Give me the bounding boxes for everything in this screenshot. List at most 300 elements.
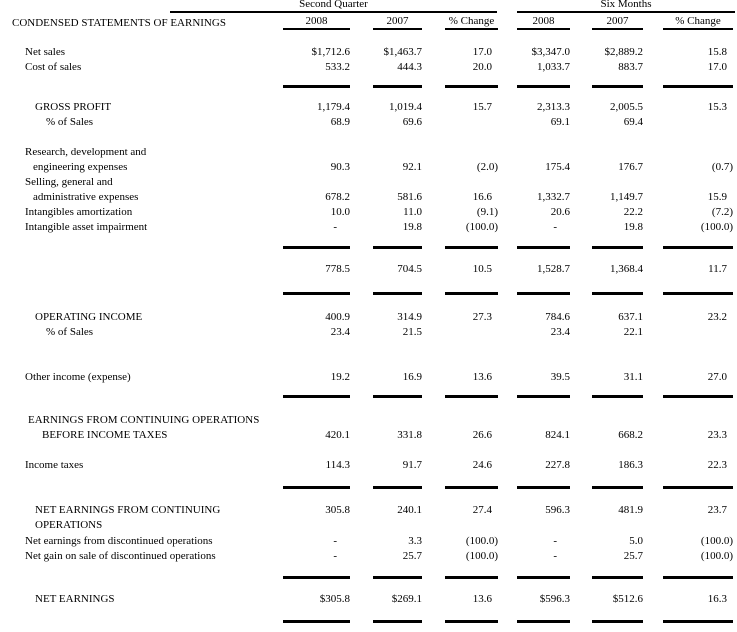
group-gap: [500, 549, 517, 564]
row-label: Research, development and: [25, 146, 147, 158]
cell-value: 240.1: [397, 504, 422, 516]
cell-value: 305.8: [325, 504, 350, 516]
cell-value: 1,368.4: [610, 263, 643, 275]
cell-value: [352, 145, 424, 160]
cell-value: 31.1: [623, 371, 643, 383]
cell-value: 444.3: [397, 61, 422, 73]
rule-cell: [572, 620, 645, 623]
section-rule: [663, 486, 733, 489]
cell-value: 22.2: [623, 206, 643, 218]
cell-value: (100.0): [465, 550, 498, 562]
rule-cell: [517, 395, 572, 398]
group-gap: [500, 534, 517, 549]
section-rule: [283, 246, 350, 249]
cell-value: 176.7: [618, 161, 643, 173]
cell-value: 19.2: [330, 371, 350, 383]
cell-value: (100.0): [700, 535, 733, 547]
group-gap: [500, 576, 517, 579]
cell-value: 68.9: [330, 116, 350, 128]
table-row: [0, 413, 735, 428]
row-label: Intangibles amortization: [25, 206, 133, 218]
second-quarter-group-wrap: [0, 0, 500, 13]
group-label: Six Months: [600, 0, 652, 10]
cell-value: 23.2: [707, 311, 727, 323]
section-rule: [663, 576, 733, 579]
table-row: [0, 160, 735, 175]
row-label: Net earnings from discontinued operations: [25, 535, 213, 547]
table-row: [0, 370, 735, 385]
cell-value: 1,019.4: [389, 101, 422, 113]
section-rule: [445, 85, 498, 88]
column-header-q2-2007: 2007: [352, 14, 424, 30]
cell-value: 22.1: [623, 326, 643, 338]
row-label: % of Sales: [46, 116, 94, 128]
cell-value: 23.4: [330, 326, 350, 338]
group-gap: [500, 395, 517, 398]
column-header-6m-2007: 2007: [572, 14, 645, 30]
section-rule: [373, 292, 422, 295]
cell-value: 69.1: [550, 116, 570, 128]
group-gap: [500, 145, 517, 160]
cell-value: 13.6: [472, 593, 492, 605]
section-rule-row: [0, 235, 735, 262]
cell-value: 25.7: [402, 550, 422, 562]
cell-value: 39.5: [550, 371, 570, 383]
row-label: Cost of sales: [25, 61, 82, 73]
cell-value: $1,712.6: [311, 46, 350, 58]
rule-cell: [645, 486, 735, 489]
rule-cell: [352, 85, 424, 88]
cell-value: 22.3: [707, 459, 727, 471]
cell-value: (9.1): [476, 206, 498, 218]
cell-value: 15.9: [707, 191, 727, 203]
cell-value: [268, 413, 352, 428]
cell-value: [424, 115, 500, 130]
cell-value: [572, 145, 645, 160]
cell-value: $305.8: [319, 593, 350, 605]
rule-cell: [424, 486, 500, 489]
rule-cell: [645, 395, 735, 398]
cell-value: 314.9: [397, 311, 422, 323]
cell-value: 2,005.5: [610, 101, 643, 113]
group-gap: [500, 620, 517, 623]
rule-cell: [572, 486, 645, 489]
section-rule: [663, 292, 733, 295]
spacer-row: [0, 443, 735, 458]
group-gap: [500, 413, 517, 428]
rule-cell: [517, 576, 572, 579]
row-label: OPERATING INCOME: [35, 311, 143, 323]
cell-value: -: [333, 221, 337, 233]
section-rule: [517, 576, 570, 579]
rule-cell: [352, 486, 424, 489]
section-rule: [445, 620, 498, 623]
cell-value: 824.1: [545, 429, 570, 441]
row-label: % of Sales: [46, 326, 94, 338]
section-rule: [283, 486, 350, 489]
cell-value: 331.8: [397, 429, 422, 441]
section-rule: [592, 292, 643, 295]
cell-value: 175.4: [545, 161, 570, 173]
group-gap: [500, 310, 517, 325]
cell-value: $2,889.2: [604, 46, 643, 58]
cell-value: 21.5: [402, 326, 422, 338]
table-row: [0, 458, 735, 473]
table-row: [0, 115, 735, 130]
cell-value: 15.7: [472, 101, 492, 113]
rule-row-label-spacer: [0, 395, 268, 398]
rule-cell: [424, 85, 500, 88]
section-rule: [445, 576, 498, 579]
table-row: [0, 534, 735, 549]
rule-cell: [645, 246, 735, 249]
section-rule: [592, 620, 643, 623]
section-rule: [373, 486, 422, 489]
rule-cell: [645, 292, 735, 295]
rule-cell: [645, 85, 735, 88]
cell-value: 23.3: [707, 429, 727, 441]
rule-cell: [424, 292, 500, 295]
row-label: GROSS PROFIT: [35, 101, 112, 113]
group-gap: [500, 458, 517, 473]
section-rule: [592, 395, 643, 398]
cell-value: 668.2: [618, 429, 643, 441]
row-label: administrative expenses: [33, 191, 139, 203]
cell-value: 420.1: [325, 429, 350, 441]
rule-cell: [268, 292, 352, 295]
cell-value: [517, 413, 572, 428]
cell-value: 23.7: [707, 504, 727, 516]
cell-value: 883.7: [618, 61, 643, 73]
section-rule: [592, 486, 643, 489]
row-label: EARNINGS FROM CONTINUING OPERATIONS: [28, 414, 260, 426]
group-gap: [500, 100, 517, 115]
rule-cell: [517, 85, 572, 88]
cell-value: [352, 413, 424, 428]
table-row: [0, 549, 735, 564]
table-row: [0, 220, 735, 235]
cell-value: 91.7: [402, 459, 422, 471]
cell-value: 24.6: [472, 459, 492, 471]
cell-value: 581.6: [397, 191, 422, 203]
section-rule: [445, 395, 498, 398]
section-rule-row: [0, 473, 735, 503]
rule-cell: [645, 576, 735, 579]
cell-value: 11.0: [403, 206, 422, 218]
cell-value: 69.4: [623, 116, 643, 128]
row-label: NET EARNINGS: [35, 593, 115, 605]
section-rule: [373, 246, 422, 249]
table-row: [0, 310, 735, 325]
section-rule: [517, 292, 570, 295]
cell-value: 13.6: [472, 371, 492, 383]
cell-value: [645, 115, 735, 130]
cell-value: (0.7): [711, 161, 733, 173]
table-row: [0, 145, 735, 160]
row-label: Intangible asset impairment: [25, 221, 148, 233]
cell-value: 186.3: [618, 459, 643, 471]
row-label: [0, 262, 268, 277]
rule-cell: [517, 620, 572, 623]
table-row: [0, 262, 735, 277]
table-body: [0, 30, 735, 629]
rule-cell: [268, 486, 352, 489]
column-header-6m-pct-change: % Change: [645, 14, 735, 30]
cell-value: 637.1: [618, 311, 643, 323]
group-gap: [500, 592, 517, 607]
cell-value: [517, 175, 572, 190]
rule-cell: [517, 246, 572, 249]
cell-value: 23.4: [550, 326, 570, 338]
cell-value: 1,179.4: [317, 101, 350, 113]
cell-value: [572, 175, 645, 190]
section-rule-row: [0, 75, 735, 100]
group-gap: [500, 115, 517, 130]
rule-row-label-spacer: [0, 85, 268, 88]
group-header-row: [0, 0, 735, 13]
section-rule: [663, 395, 733, 398]
spacer-row: [0, 518, 735, 534]
group-gap: [500, 486, 517, 489]
section-rule-row: [0, 564, 735, 592]
section-rule: [445, 246, 498, 249]
cell-value: -: [553, 535, 557, 547]
cell-value: (100.0): [465, 221, 498, 233]
group-gap: [500, 262, 517, 277]
rule-row-label-spacer: [0, 620, 268, 623]
table-row: [0, 592, 735, 607]
cell-value: 90.3: [330, 161, 350, 173]
cell-value: 678.2: [325, 191, 350, 203]
cell-value: [424, 325, 500, 340]
cell-value: $1,463.7: [383, 46, 422, 58]
rule-cell: [572, 576, 645, 579]
rule-cell: [645, 620, 735, 623]
group-gap: [500, 175, 517, 190]
cell-value: $512.6: [612, 593, 643, 605]
rule-cell: [517, 486, 572, 489]
table-row: [0, 100, 735, 115]
spacer-row: [0, 30, 735, 45]
cell-value: 114.3: [325, 459, 350, 471]
cell-value: 16.9: [402, 371, 422, 383]
section-rule: [373, 576, 422, 579]
section-rule: [283, 85, 350, 88]
group-gap: [500, 292, 517, 295]
cell-value: [268, 145, 352, 160]
cell-value: $269.1: [391, 593, 422, 605]
section-rule: [517, 620, 570, 623]
cell-value: (100.0): [465, 535, 498, 547]
rule-row-label-spacer: [0, 292, 268, 295]
cell-value: 778.5: [325, 263, 350, 275]
column-header-row: [0, 13, 735, 30]
rule-cell: [268, 576, 352, 579]
cell-value: $3,347.0: [531, 46, 570, 58]
cell-value: -: [333, 550, 337, 562]
cell-value: 19.8: [623, 221, 643, 233]
group-gap: [500, 60, 517, 75]
group-label: Second Quarter: [299, 0, 368, 10]
group-gap: [500, 503, 517, 518]
section-rule: [373, 395, 422, 398]
group-gap: [500, 45, 517, 60]
cell-value: [268, 175, 352, 190]
table-row: [0, 503, 735, 531]
cell-value: 69.6: [402, 116, 422, 128]
table-row: [0, 60, 735, 75]
cell-value: [645, 413, 735, 428]
cell-value: 481.9: [618, 504, 643, 516]
cell-value: 16.6: [472, 191, 492, 203]
cell-value: [645, 325, 735, 340]
group-gap: [500, 325, 517, 340]
rule-cell: [268, 85, 352, 88]
cell-value: 227.8: [545, 459, 570, 471]
cell-value: 20.6: [550, 206, 570, 218]
row-label: engineering expenses: [33, 161, 128, 173]
cell-value: -: [553, 550, 557, 562]
spacer-row: [0, 340, 735, 370]
section-rule: [373, 620, 422, 623]
group-gap: [500, 428, 517, 443]
group-gap: [500, 160, 517, 175]
rule-cell: [268, 395, 352, 398]
cell-value: 17.0: [472, 46, 492, 58]
cell-value: 11.7: [708, 263, 727, 275]
cell-value: [572, 413, 645, 428]
row-label: Selling, general and: [25, 176, 113, 188]
cell-value: 92.1: [402, 161, 422, 173]
group-gap: [500, 190, 517, 205]
table-row: [0, 45, 735, 60]
cell-value: 784.6: [545, 311, 570, 323]
section-rule: [517, 395, 570, 398]
cell-value: [424, 175, 500, 190]
cell-value: 3.3: [408, 535, 422, 547]
rule-cell: [424, 620, 500, 623]
spacer-row: [0, 130, 735, 145]
rule-cell: [572, 292, 645, 295]
cell-value: 10.5: [472, 263, 492, 275]
table-row: [0, 325, 735, 340]
section-rule: [445, 292, 498, 295]
cell-value: [424, 413, 500, 428]
cell-value: [645, 145, 735, 160]
rule-cell: [424, 395, 500, 398]
row-label: BEFORE INCOME TAXES: [42, 429, 168, 441]
table-row: [0, 205, 735, 220]
section-rule: [663, 620, 733, 623]
section-rule: [283, 620, 350, 623]
cell-value: 533.2: [325, 61, 350, 73]
table-row: [0, 190, 735, 205]
cell-value: 704.5: [397, 263, 422, 275]
group-gap: [500, 246, 517, 249]
rule-cell: [572, 85, 645, 88]
section-rule: [592, 246, 643, 249]
cell-value: -: [333, 535, 337, 547]
cell-value: 16.3: [707, 593, 727, 605]
cell-value: 1,528.7: [537, 263, 570, 275]
cell-value: $596.3: [539, 593, 570, 605]
cell-value: (7.2): [711, 206, 733, 218]
group-gap: [500, 205, 517, 220]
cell-value: 26.6: [472, 429, 492, 441]
cell-value: [352, 175, 424, 190]
rule-cell: [268, 620, 352, 623]
row-label: Income taxes: [25, 459, 84, 471]
row-label: Net gain on sale of discontinued operations: [25, 550, 216, 562]
rule-cell: [268, 246, 352, 249]
section-rule: [283, 576, 350, 579]
rule-cell: [572, 395, 645, 398]
cell-value: 15.8: [707, 46, 727, 58]
section-rule-row: [0, 277, 735, 310]
section-rule-row: [0, 385, 735, 413]
column-header-q2-pct-change: % Change: [424, 14, 500, 30]
row-label: Net sales: [25, 46, 66, 58]
cell-value: (100.0): [700, 221, 733, 233]
section-rule: [592, 85, 643, 88]
rule-cell: [352, 620, 424, 623]
section-rule: [663, 85, 733, 88]
section-rule: [517, 85, 570, 88]
rule-cell: [352, 292, 424, 295]
row-label: NET EARNINGS FROM CONTINUING OPERATIONS: [35, 504, 221, 531]
cell-value: 25.7: [623, 550, 643, 562]
group-header-second-quarter: [170, 0, 497, 13]
cell-value: [424, 145, 500, 160]
section-rule: [445, 486, 498, 489]
cell-value: 1,033.7: [537, 61, 570, 73]
rule-cell: [424, 576, 500, 579]
rule-cell: [424, 246, 500, 249]
cell-value: 400.9: [325, 311, 350, 323]
cell-value: 27.4: [472, 504, 492, 516]
rule-row-label-spacer: [0, 576, 268, 579]
cell-value: 19.8: [402, 221, 422, 233]
table-row: [0, 175, 735, 190]
table-row: [0, 428, 735, 443]
cell-value: 2,313.3: [537, 101, 570, 113]
rule-cell: [517, 292, 572, 295]
section-rule-row: [0, 607, 735, 629]
group-gap: [500, 85, 517, 88]
cell-value: 17.0: [707, 61, 727, 73]
cell-value: (2.0): [476, 161, 498, 173]
rule-row-label-spacer: [0, 486, 268, 489]
section-rule: [283, 395, 350, 398]
cell-value: 27.3: [472, 311, 492, 323]
group-gap: [500, 370, 517, 385]
cell-value: [517, 145, 572, 160]
section-rule: [663, 246, 733, 249]
rule-cell: [352, 395, 424, 398]
cell-value: -: [553, 221, 557, 233]
cell-value: 15.3: [707, 101, 727, 113]
row-label: Other income (expense): [25, 371, 131, 383]
cell-value: 1,149.7: [610, 191, 643, 203]
group-header-six-months: [517, 0, 735, 13]
group-gap: [500, 220, 517, 235]
cell-value: 596.3: [545, 504, 570, 516]
cell-value: [645, 175, 735, 190]
section-rule: [373, 85, 422, 88]
cell-value: 27.0: [707, 371, 727, 383]
section-rule: [517, 486, 570, 489]
column-header-6m-2008: 2008: [517, 14, 572, 30]
